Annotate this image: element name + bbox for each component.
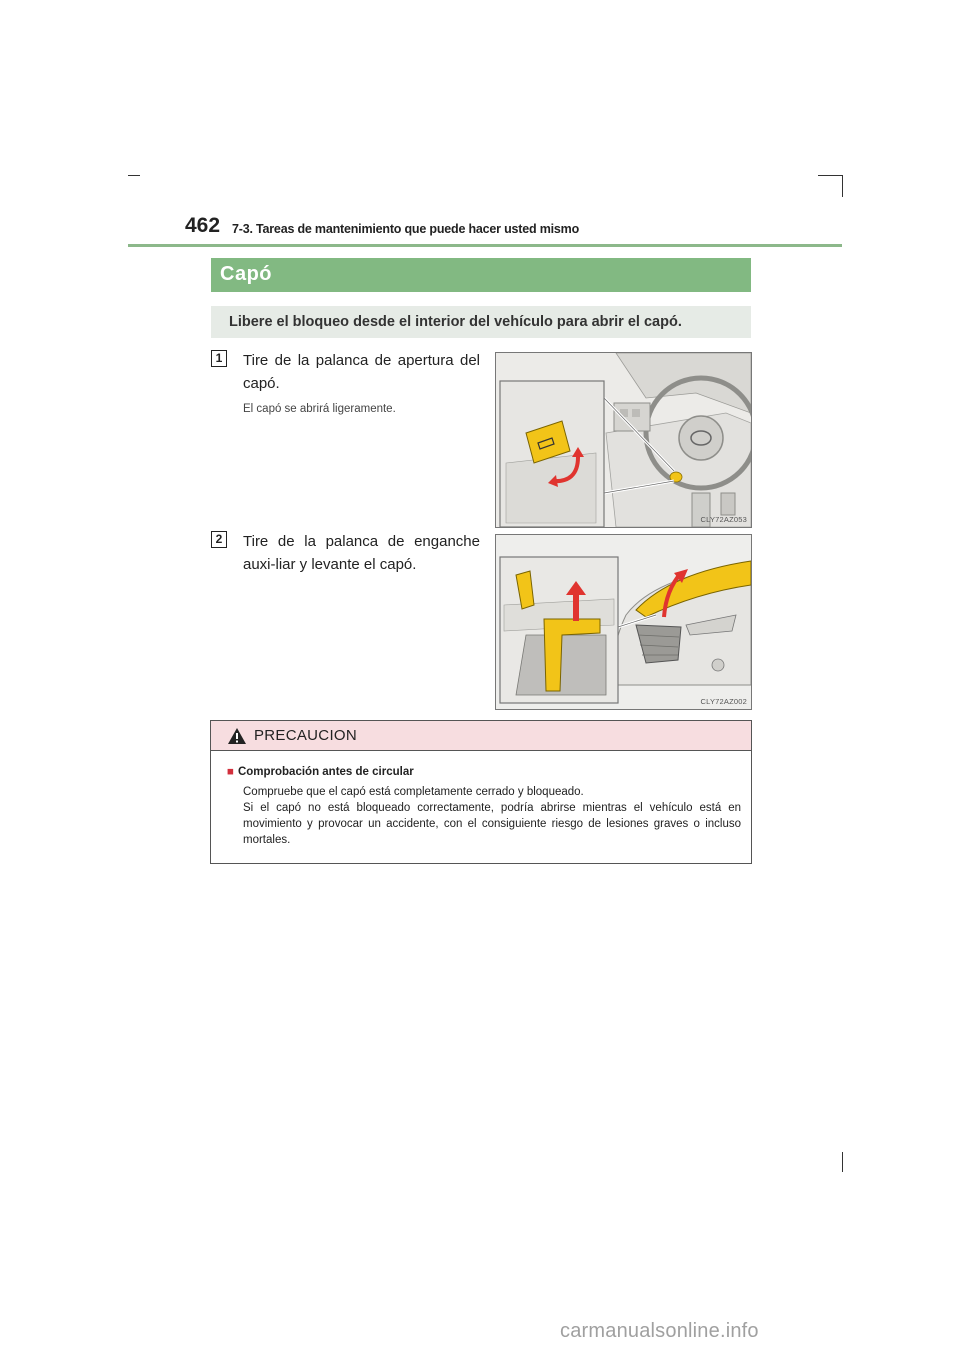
page-number: 462 [185, 214, 221, 237]
crop-mark [128, 175, 140, 176]
caution-box [210, 720, 752, 864]
step-instruction: Tire de la palanca de apertura del capó. [243, 352, 480, 392]
figure-code: CLY72AZ053 [700, 515, 747, 524]
running-header: 7-3. Tareas de mantenimiento que puede hacer usted mismo [232, 222, 580, 236]
square-bullet-icon: ■ [227, 766, 234, 778]
figure-code: CLY72AZ002 [700, 697, 747, 706]
figure-hood-release-lever [495, 352, 752, 528]
figure-auxiliary-latch [495, 534, 752, 710]
watermark: carmanualsonline.info [560, 1320, 759, 1342]
step-number-badge: 1 [211, 350, 227, 367]
caution-header [211, 721, 751, 751]
crop-mark [842, 175, 843, 197]
section-intro: Libere el bloqueo desde el interior del vehículo para abrir el capó. [229, 314, 682, 330]
caution-subheading-text: Comprobación antes de circular [237, 766, 414, 778]
step-note: El capó se abrirá ligeramente. [243, 403, 396, 415]
section-intro-bar [211, 306, 751, 338]
section-title: Capó [220, 263, 272, 285]
step-number-badge: 2 [211, 531, 227, 548]
caution-subheading [227, 766, 414, 778]
caution-body [243, 784, 741, 848]
caution-title: PRECAUCION [254, 727, 358, 744]
caution-paragraph: Si el capó no está bloqueado correctamente, podría abrirse mientras el vehículo está en movimiento y provocar un accidente, con el consiguiente riesgo de lesiones graves o incluso mortales. [243, 802, 741, 846]
crop-mark [842, 1152, 843, 1172]
header-divider [128, 244, 842, 247]
warning-triangle-icon [227, 727, 247, 745]
caution-paragraph: Compruebe que el capó está completamente cerrado y bloqueado. [243, 786, 584, 798]
section-title-bar [211, 258, 751, 292]
step-instruction: Tire de la palanca de enganche auxi-liar y levante el capó. [243, 533, 480, 573]
crop-mark [818, 175, 842, 176]
